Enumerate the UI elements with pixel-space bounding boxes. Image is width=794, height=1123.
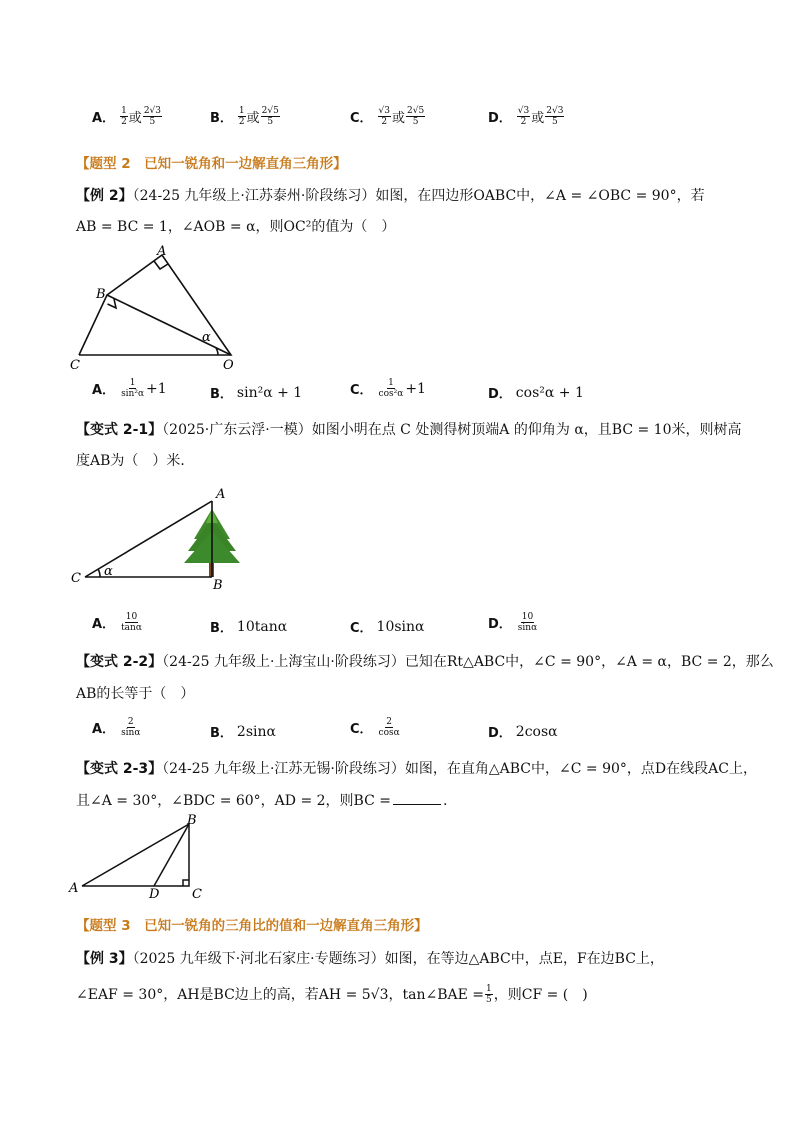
option-letter: D． [488,726,512,741]
option-a: A． $\frac{1}{\text{sin²α}}$ +1 [92,378,167,399]
variant-2-3-line-2: 且∠A = 30°，∠BDC = 60°，AD = 2，则BC = . [76,790,447,811]
option-letter: A． [92,617,116,632]
label-b: B [96,287,106,302]
question-tag: 【变式 2-3】 [76,761,163,777]
diagonal-ob [107,295,231,355]
label-o: O [223,358,234,373]
label-c: C [192,887,202,898]
example-2-line-1 [76,186,705,206]
question-tag: 【例 2】 [76,188,133,204]
alpha-arc [98,569,100,577]
option-c: C． 10sinα [350,618,425,636]
question-text: （24-25 九年级上·江苏泰州·阶段练习）如图，在四边形OABC中，∠A = ∠OBC = 90°，若 [132,188,705,204]
label-b: B [187,813,197,828]
option-a [92,717,142,738]
example-2-line-2: AB = BC = 1，∠AOB = α，则OC²的值为（ ） [76,219,396,235]
fraction: $\frac{√3}{2}$ [378,106,391,127]
fraction: $\frac{2}{\cos\alpha}$ [378,717,400,738]
example-3-line-1 [76,949,664,969]
fraction: $\frac{1}{2}$ [121,106,127,127]
question-tag: 【变式 2-1】 [76,422,163,438]
fraction: $\frac{2√3}{5}$ [546,106,564,127]
fraction: $\frac{10}{\sin\alpha}$ [517,612,538,633]
question-tag: 【例 3】 [76,951,133,967]
label-c: C [71,571,81,586]
option-d: D． cos²α + 1 [488,384,584,402]
tree-figure [66,483,246,593]
fraction: $\frac{1}{2}$ [238,106,245,127]
question-text: （24-25 九年级上·上海宝山·阶段练习）已知在Rt△ABC中，∠C = 90°，∠A = α，BC = 2，那么 [162,654,774,670]
quadrilateral-figure [66,242,246,374]
or-text: 或 [531,111,545,126]
fraction: $\frac{1}{\text{sin²α}}$ [121,378,145,399]
option-letter: C． [350,383,373,398]
or-text: 或 [246,111,260,126]
variant-2-1-line-1 [76,420,741,440]
variant-2-3-line-1 [76,759,757,779]
label-a: A [69,881,79,896]
answer-blank[interactable] [393,790,441,805]
fraction: $\frac{2√3}{5}$ [143,106,161,127]
label-a: A [216,487,226,502]
option-letter: D． [488,617,512,632]
option-b: B． sin²α + 1 [210,384,303,402]
variant-2-1-line-2: 度AB为（ ）米． [76,453,195,469]
option-d [488,612,539,633]
label-b: B [213,578,223,593]
option-b: B． 2sinα [210,723,276,741]
label-a: A [157,244,167,259]
option-a [92,612,144,633]
option-letter: C． [350,722,373,737]
or-text: 或 [392,111,406,126]
label-c: C [70,358,80,373]
option-c [350,106,426,127]
option-c: C． $\frac{1}{\text{cos²α}}$ +1 [350,378,426,399]
option-letter: C． [350,111,373,126]
label-alpha: α [202,330,211,345]
question-text: （2025·广东云浮·一模）如图小明在点 C 处测得树顶端A 的仰角为 α，且BC = 10米，则树高 [162,422,742,438]
option-letter: B． [210,621,233,636]
example-3-line-2: ∠EAF = 30°，AH是BC边上的高，若AH = 5√3，tan∠BAE = $\frac{1}{5}$ ，则CF = ( ) [76,984,588,1005]
fraction: $\frac{10}{\tan\alpha}$ [121,612,142,633]
option-letter: B． [210,726,233,741]
option-a [92,106,163,127]
right-angle-mark-b [108,299,117,308]
option-letter: B． [210,111,233,126]
fraction: $\frac{√3}{2}$ [517,106,530,127]
or-text: 或 [128,111,142,126]
option-letter: A． [92,111,116,126]
variant-2-2-line-1 [76,652,774,672]
question-tag: 【变式 2-2】 [76,654,163,670]
option-d: D． 2cosα [488,723,558,741]
fraction: $\frac{1}{5}$ [486,984,492,1005]
section-heading-3: 【题型 3 已知一锐角的三角比的值和一边解直角三角形】 [76,918,428,934]
option-d [488,106,565,127]
fraction: $\frac{1}{\text{cos²α}}$ [378,378,404,399]
option-letter: D． [488,111,512,126]
triangle-figure [66,812,216,898]
fraction: $\frac{2}{\sin\alpha}$ [121,717,141,738]
option-letter: B． [210,387,233,402]
triangle-abc [82,824,189,886]
right-angle-mark-a [154,261,168,269]
option-c [350,717,402,738]
question-text: （2025 九年级下·河北石家庄·专题练习）如图，在等边△ABC中，点E，F在边BC上， [132,951,664,967]
label-alpha: α [104,564,113,579]
fraction: $\frac{2√5}{5}$ [407,106,425,127]
section-heading-2: 【题型 2 已知一锐角和一边解直角三角形】 [76,156,347,172]
variant-2-2-line-2: AB的长等于（ ） [76,686,195,702]
question-text: （24-25 九年级上·江苏无锡·阶段练习）如图，在直角△ABC中，∠C = 90°，点D在线段AC上， [162,761,757,777]
option-b [210,106,281,127]
right-angle-mark-c [183,880,189,886]
label-d: D [149,887,160,898]
fraction: $\frac{2√5}{5}$ [261,106,279,127]
option-letter: A． [92,383,116,398]
option-b: B． 10tanα [210,618,288,636]
option-letter: A． [92,722,116,737]
option-letter: C． [350,621,373,636]
option-letter: D． [488,387,512,402]
